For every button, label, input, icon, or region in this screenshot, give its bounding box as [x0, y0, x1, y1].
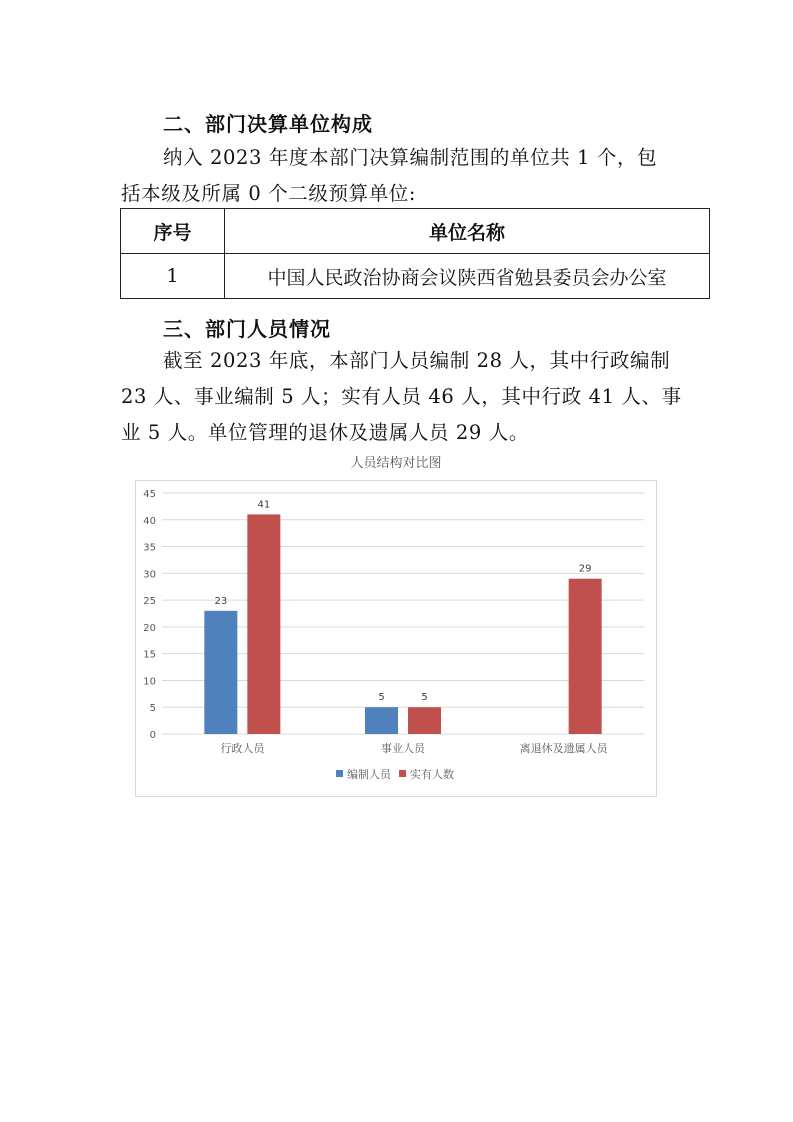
unit-table: [120, 208, 710, 299]
y-tick-label: 0: [149, 730, 156, 741]
chart-title: 人员结构对比图: [350, 456, 442, 471]
bar: [247, 514, 280, 734]
paragraph-line: 业 5 人。单位管理的退休及遗属人员 29 人。: [121, 421, 529, 444]
y-tick-label: 20: [143, 622, 156, 634]
table-header-row: [121, 209, 710, 254]
bar: [365, 707, 398, 734]
chart-frame: [135, 480, 657, 797]
bar: [204, 611, 237, 734]
data-label: 41: [257, 499, 271, 511]
y-tick-label: 35: [143, 542, 156, 554]
y-tick-label: 25: [143, 596, 156, 608]
legend-label: 编制人员: [347, 768, 391, 781]
legend-label: 实有人数: [410, 768, 454, 781]
column-header-index: 序号: [121, 209, 225, 254]
bar: [569, 579, 602, 734]
data-label: 5: [378, 692, 385, 704]
paragraph-line: 括本级及所属 0 个二级预算单位:: [121, 182, 417, 205]
table-cell-index: 1: [121, 254, 225, 299]
bar-chart: [136, 481, 656, 796]
section-2-heading: 二、部门决算单位构成: [163, 112, 373, 136]
table-cell-unit-name: 中国人民政治协商会议陕西省勉县委员会办公室: [225, 254, 710, 299]
column-header-unit-name: 单位名称: [225, 209, 710, 254]
data-label: 29: [578, 563, 592, 575]
y-tick-label: 15: [143, 649, 156, 661]
x-tick-label: 行政人员: [220, 742, 265, 755]
y-tick-label: 10: [143, 676, 156, 688]
y-tick-label: 5: [149, 703, 156, 715]
paragraph-line: 23 人、事业编制 5 人；实有人员 46 人，其中行政 41 人、事: [121, 385, 682, 408]
bar: [408, 707, 441, 734]
y-tick-label: 40: [143, 515, 156, 527]
y-tick-label: 30: [143, 569, 156, 581]
x-tick-label: 事业人员: [381, 742, 425, 755]
data-label: 5: [421, 692, 428, 704]
table-row: [121, 254, 710, 299]
section-3-paragraph: [121, 343, 681, 451]
y-tick-label: 45: [143, 489, 156, 500]
section-3-heading: 三、部门人员情况: [163, 317, 331, 341]
legend-swatch: [336, 770, 343, 777]
paragraph-line: 截至 2023 年底，本部门人员编制 28 人，其中行政编制: [163, 349, 671, 372]
x-tick-label: 离退休及遗属人员: [519, 742, 608, 755]
data-label: 23: [214, 595, 228, 607]
legend-swatch: [399, 770, 406, 777]
paragraph-line: 纳入 2023 年度本部门决算编制范围的单位共 1 个，包: [163, 146, 658, 169]
section-2-paragraph: [121, 140, 681, 212]
